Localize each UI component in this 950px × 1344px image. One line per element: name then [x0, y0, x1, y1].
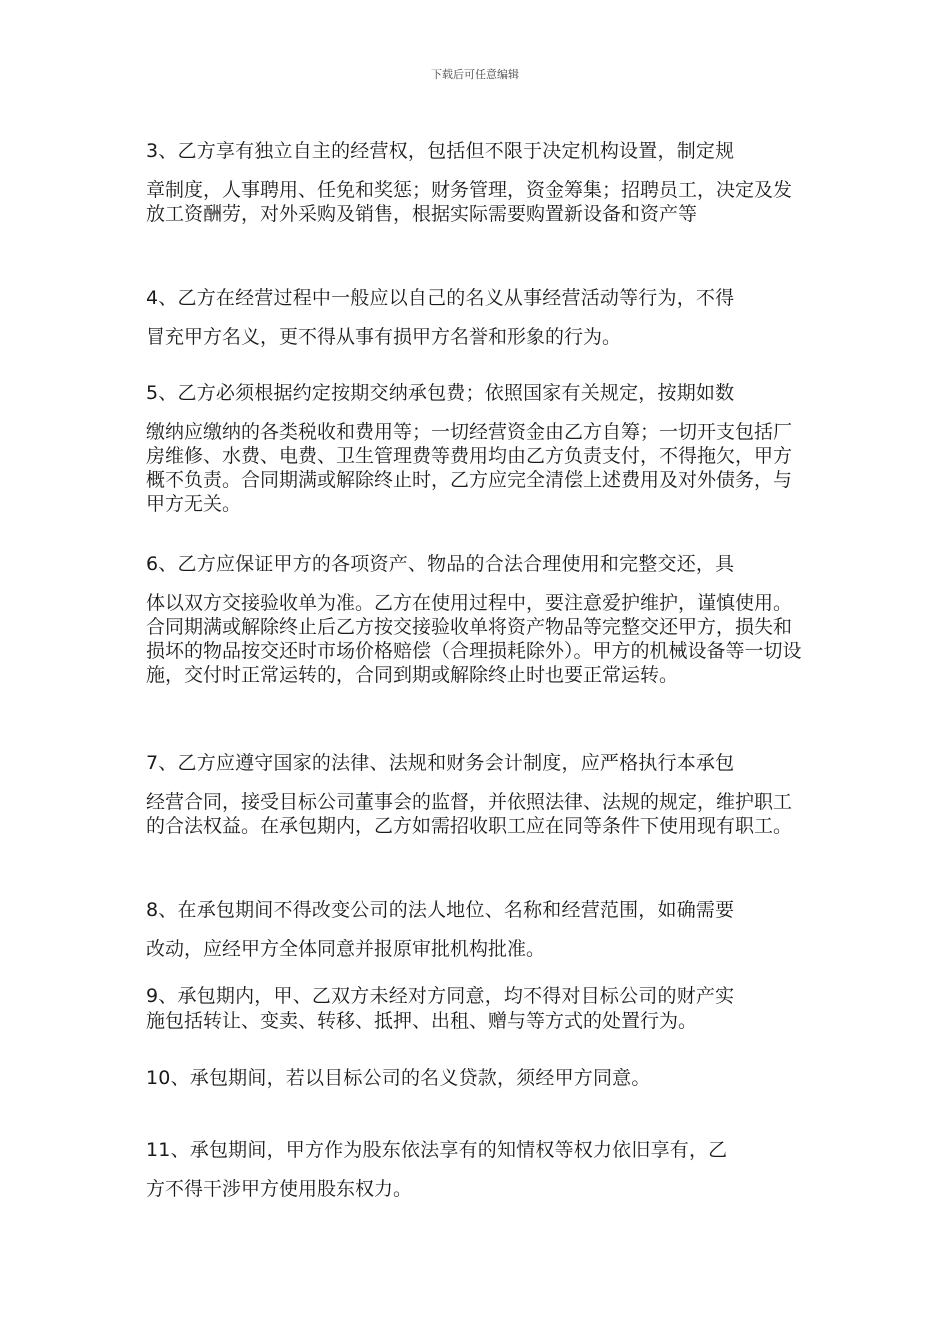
clause-body: 改动，应经甲方全体同意并报原审批机构批准。: [146, 938, 546, 960]
clause-first-line: 4、乙方在经营过程中一般应以自己的名义从事经营活动等行为，不得: [146, 287, 735, 309]
clause-10: [146, 1065, 806, 1091]
clause-body: 缴纳应缴纳的各类税收和费用等；一切经营资金由乙方自筹；一切开支包括厂房维修、水费、电费、卫生管理费等费用均由乙方负责支付，不得拖欠，甲方概不负责。合同期满或解除终止时，乙方应完全清偿上述费用及对外债务，与甲方无关。: [146, 421, 793, 515]
clause-5: [146, 380, 806, 516]
clause-7: [146, 750, 806, 838]
clause-first-line: 11、承包期间，甲方作为股东依法享有的知情权等权力依旧享有，乙: [146, 1139, 728, 1161]
clause-body: 施包括转让、变卖、转移、抵押、出租、赠与等方式的处置行为。: [146, 1010, 698, 1032]
clause-11: [146, 1137, 806, 1201]
clause-body: 冒充甲方名义，更不得从事有损甲方名誉和形象的行为。: [146, 326, 622, 348]
clause-first-line: 5、乙方必须根据约定按期交纳承包费；依照国家有关规定，按期如数: [146, 382, 735, 404]
clause-8: [146, 897, 806, 961]
clause-6: [146, 551, 806, 687]
clause-body: 方不得干涉甲方使用股东权力。: [146, 1178, 413, 1200]
clause-first-line: 7、乙方应遵守国家的法律、法规和财务会计制度，应严格执行本承包: [146, 752, 735, 774]
clause-first-line: 10、承包期间，若以目标公司的名义贷款，须经甲方同意。: [146, 1067, 651, 1089]
clause-first-line: 9、承包期内，甲、乙双方未经对方同意，均不得对目标公司的财产实: [146, 985, 735, 1007]
clause-first-line: 3、乙方享有独立自主的经营权，包括但不限于决定机构设置，制定规: [146, 140, 735, 162]
clause-first-line: 6、乙方应保证甲方的各项资产、物品的合法合理使用和完整交还，具: [146, 553, 735, 575]
clause-body: 经营合同，接受目标公司董事会的监督，并依照法律、法规的规定，维护职工的合法权益。在承包期内，乙方如需招收职工应在同等条件下使用现有职工。: [146, 791, 793, 837]
clause-9: [146, 983, 806, 1033]
clause-first-line: 8、在承包期间不得改变公司的法人地位、名称和经营范围，如确需要: [146, 899, 735, 921]
clause-body: 章制度，人事聘用、任免和奖惩；财务管理，资金筹集；招聘员工，决定及发放工资酬劳，对外采购及销售，根据实际需要购置新设备和资产等: [146, 179, 793, 225]
clause-4: [146, 285, 806, 349]
page-header: 下载后可任意编辑: [431, 68, 519, 81]
clause-body: 体以双方交接验收单为准。乙方在使用过程中，要注意爱护维护，谨慎使用。合同期满或解除终止后乙方按交接验收单将资产物品等完整交还甲方，损失和损坏的物品按交还时市场价格赔偿（合理损耗除外）。甲方的机械设备等一切设施，交付时正常运转的，合同到期或解除终止时也要正常运转。: [146, 592, 802, 686]
clause-3: [146, 138, 806, 226]
